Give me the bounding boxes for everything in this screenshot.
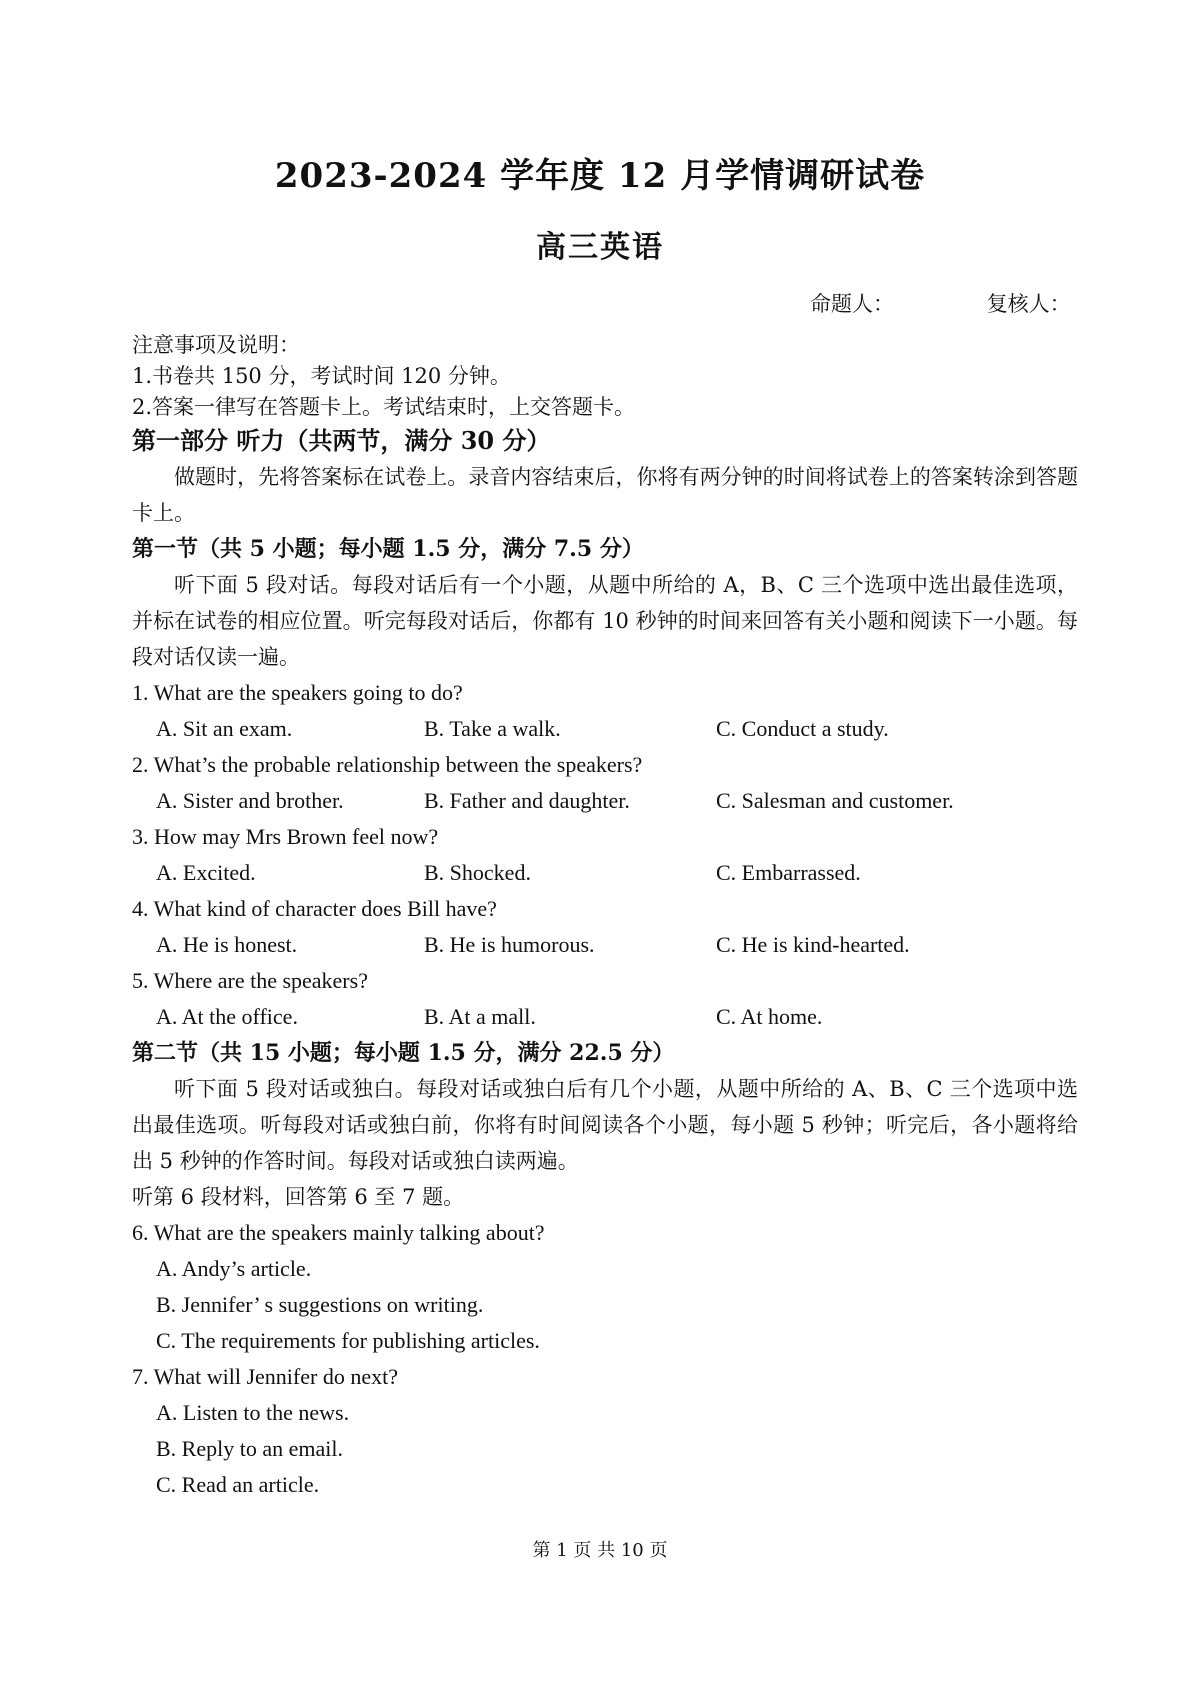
- authors-line: [810, 288, 1071, 318]
- note-item: 2.答案一律写在答题卡上。考试结束时，上交答题卡。: [132, 395, 636, 419]
- note-item: 1.书卷共 150 分，考试时间 120 分钟。: [132, 364, 511, 388]
- option-b: B. Reply to an email.: [156, 1436, 343, 1461]
- option-a: A. Listen to the news.: [156, 1400, 350, 1425]
- exam-title: 2023-2024 学年度 12 月学情调研试卷: [274, 156, 926, 196]
- section1-heading: 第一节（共 5 小题；每小题 1.5 分，满分 7.5 分）: [132, 536, 644, 562]
- options-row: [132, 711, 1078, 747]
- option-a: A. Excited.: [156, 860, 256, 885]
- option-b: B. Take a walk.: [424, 716, 561, 741]
- question-3: 3. How may Mrs Brown feel now?: [132, 824, 439, 849]
- option-c: C. Embarrassed.: [716, 860, 861, 885]
- option-c: C. The requirements for publishing articles.: [156, 1328, 540, 1353]
- options-row: [132, 927, 1078, 963]
- question-7: 7. What will Jennifer do next?: [132, 1364, 398, 1389]
- options-row: [132, 855, 1078, 891]
- option-a: A. At the office.: [156, 1004, 298, 1029]
- reviewer-label: 复核人：: [986, 292, 1071, 316]
- subject-title: 高三英语: [536, 230, 664, 265]
- author-label: 命题人：: [810, 292, 894, 316]
- option-b: B. Jennifer’ s suggestions on writing.: [156, 1292, 484, 1317]
- question-4: 4. What kind of character does Bill have?: [132, 896, 497, 921]
- part1-heading: 第一部分 听力（共两节，满分 30 分）: [132, 426, 551, 455]
- option-b: B. Shocked.: [424, 860, 531, 885]
- option-b: B. Father and daughter.: [424, 788, 630, 813]
- option-a: A. He is honest.: [156, 932, 298, 957]
- notes-heading: 注意事项及说明：: [132, 333, 300, 357]
- section2-heading: 第二节（共 15 小题；每小题 1.5 分，满分 22.5 分）: [132, 1040, 675, 1066]
- question-6: 6. What are the speakers mainly talking about?: [132, 1220, 545, 1245]
- section1-intro: 听下面 5 段对话。每段对话后有一个小题，从题中所给的 A，B、C 三个选项中选出最佳选项，并标在试卷的相应位置。听完每段对话后，你都有 10 秒钟的时间来回答有关小题和阅读下一小题。每段对话仅读一遍。: [132, 573, 1078, 669]
- section2-intro: 听下面 5 段对话或独白。每段对话或独白后有几个小题，从题中所给的 A、B、C 三个选项中选出最佳选项。听每段对话或独白前，你将有时间阅读各个小题，每小题 5 秒钟；听完后，各小题将给出 5 秒钟的作答时间。每段对话或独白读两遍。: [132, 1077, 1078, 1173]
- option-a: A. Sister and brother.: [156, 788, 344, 813]
- options-row: [132, 999, 1078, 1035]
- option-a: A. Sit an exam.: [156, 716, 293, 741]
- option-a: A. Andy’s article.: [156, 1256, 312, 1281]
- page-number: 第 1 页 共 10 页: [532, 1540, 668, 1561]
- option-c: C. Conduct a study.: [716, 716, 889, 741]
- question-1: 1. What are the speakers going to do?: [132, 680, 463, 705]
- option-b: B. At a mall.: [424, 1004, 536, 1029]
- option-b: B. He is humorous.: [424, 932, 595, 957]
- exam-content: [132, 330, 1078, 1503]
- question-5: 5. Where are the speakers?: [132, 968, 368, 993]
- option-c: C. At home.: [716, 1004, 823, 1029]
- material-instruction: 听第 6 段材料，回答第 6 至 7 题。: [132, 1185, 465, 1209]
- options-row: [132, 783, 1078, 819]
- part1-intro: 做题时，先将答案标在试卷上。录音内容结束后，你将有两分钟的时间将试卷上的答案转涂到答题卡上。: [132, 465, 1078, 525]
- option-c: C. Read an article.: [156, 1472, 320, 1497]
- question-2: 2. What’s the probable relationship between the speakers?: [132, 752, 643, 777]
- option-c: C. He is kind-hearted.: [716, 932, 910, 957]
- option-c: C. Salesman and customer.: [716, 788, 954, 813]
